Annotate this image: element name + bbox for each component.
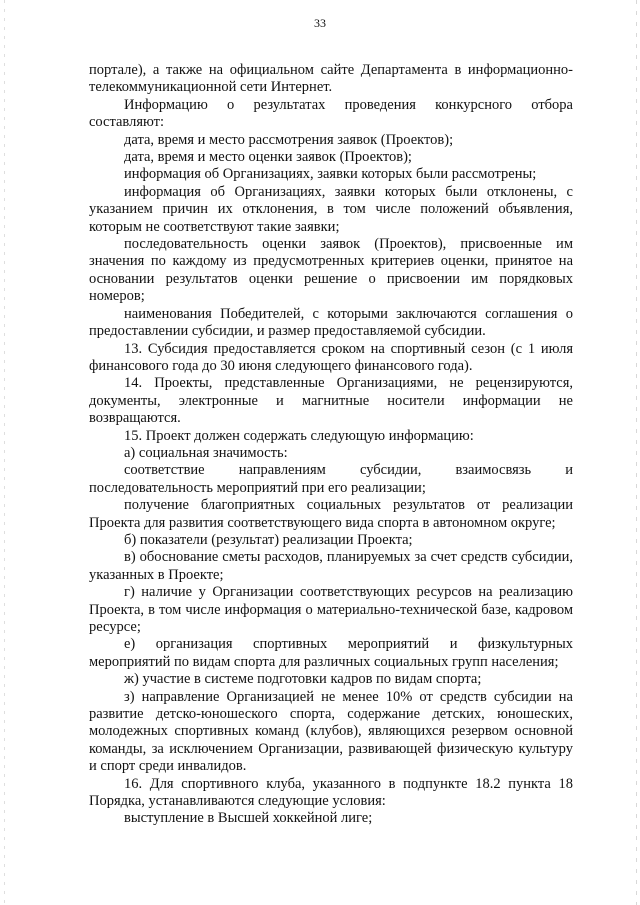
paragraph-evaluation-date: дата, время и место оценки заявок (Проектов); [124,149,412,166]
paragraph-evaluation-sequence: последовательность оценки заявок (Проектов), присвоенные им значения по каждому из предусмотренных критериев оценки, принятое на основании результатов оценки решение о присвоении им порядковых номеров; [89,236,573,305]
paragraph-rejected-orgs: информация об Организациях, заявки которых были отклонены, с указанием причин их отклонения, в том числе положений объявления, которым не соответствуют такие заявки; [89,183,573,235]
paragraph-results-info-intro: Информацию о результатах проведения конкурсного отбора составляют: [89,96,573,131]
paragraph-item-16: 16. Для спортивного клуба, указанного в подпункте 18.2 пункта 18 Порядка, устанавливаются следующие условия: [89,775,573,810]
document-body [89,62,573,828]
paragraph-item-15z: з) направление Организацией не менее 10% от средств субсидии на развитие детско-юношеского спорта, содержание детских, юношеских, молодежных спортивных команд (клубов), являющихся резервом основной команды, за исключением Организации, развивающей физическую культуру и спорт среди инвалидов. [89,688,573,775]
paragraph-item-15v: в) обоснование сметы расходов, планируемых за счет средств субсидии, указанных в Проекте; [89,549,573,583]
scan-edge-right [636,0,637,905]
paragraph-item-15b: б) показатели (результат) реализации Проекта; [124,531,413,548]
scan-edge-left [4,0,5,905]
paragraph-item-16-condition: выступление в Высшей хоккейной лиге; [124,810,373,827]
paragraph-item-15e: е) организация спортивных мероприятий и физкультурных мероприятий по видам спорта для различных социальных групп населения; [89,636,573,670]
paragraph-winners: наименования Победителей, с которыми заключаются соглашения о предоставлении субсидии, и размер предоставляемой субсидии. [89,305,573,340]
paragraph-item-14: 14. Проекты, представленные Организациями, не рецензируются, документы, электронные и магнитные носители информации не возвращаются. [89,375,573,427]
paragraph-item-15a-results: получение благоприятных социальных результатов от реализации Проекта для развития соответствующего вида спорта в автономном округе; [89,497,573,531]
paragraph-item-15a: а) социальная значимость: [124,444,288,461]
paragraph-item-15zh: ж) участие в системе подготовки кадров по видам спорта; [124,671,482,688]
paragraph-portal-continuation: порталe), а также на официальном сайте Департамента в информационно-телекоммуникационной сети Интернет. [89,62,573,96]
paragraph-item-15: 15. Проект должен содержать следующую информацию: [124,427,474,444]
paragraph-review-date: дата, время и место рассмотрения заявок (Проектов); [124,131,454,148]
paragraph-item-13: 13. Субсидия предоставляется сроком на спортивный сезон (с 1 июля финансового года до 30 июня следующего финансового года). [89,340,573,374]
page-number: 33 [314,16,326,30]
paragraph-item-15g: г) наличие у Организации соответствующих ресурсов на реализацию Проекта, в том числе информация о материально-технической базе, кадровом ресурсе; [89,584,573,635]
paragraph-reviewed-orgs: информация об Организациях, заявки которых были рассмотрены; [124,166,537,183]
paragraph-item-15a-compliance: соответствие направлениям субсидии, взаимосвязь и последовательность мероприятий при его реализации; [89,462,573,496]
